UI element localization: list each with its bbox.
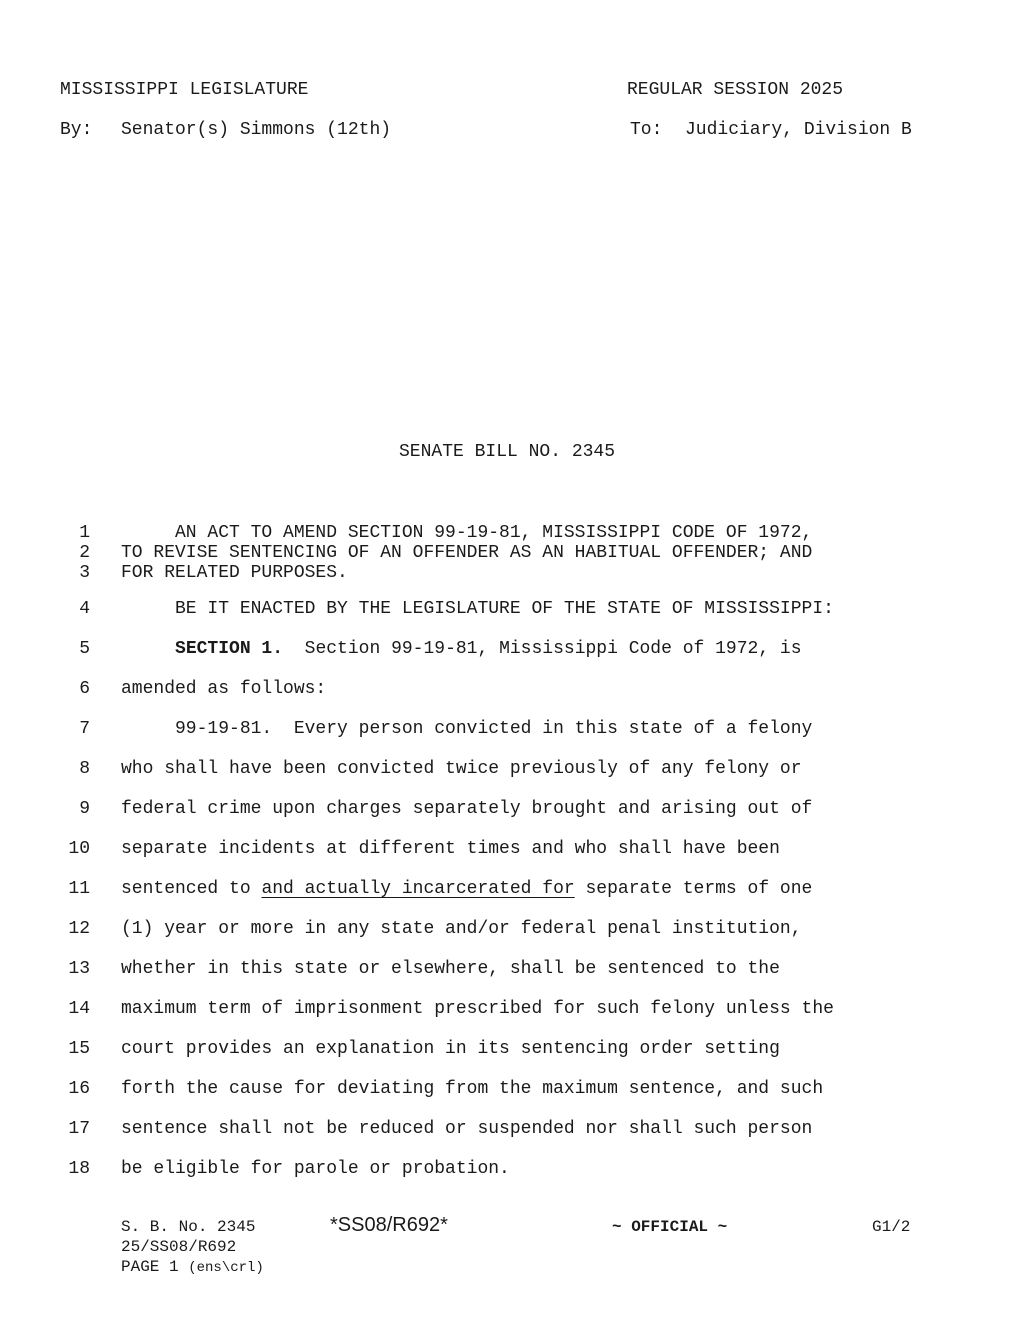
line-number: 2 <box>79 543 90 563</box>
line-text: federal crime upon charges separately brought and arising out of <box>121 799 813 819</box>
line-text: whether in this state or elsewhere, shall be sentenced to the <box>121 959 780 979</box>
session-label: REGULAR SESSION 2025 <box>627 80 844 100</box>
committee: Judiciary, Division B <box>685 120 912 140</box>
doc-code: 25/SS08/R692 <box>121 1238 237 1256</box>
bill-title: SENATE BILL NO. 2345 <box>399 442 616 462</box>
line-text <box>121 879 812 899</box>
line-number: 16 <box>68 1079 90 1099</box>
line-text: amended as follows: <box>121 679 327 699</box>
line-number: 8 <box>79 759 90 779</box>
initials: (ens\crl) <box>188 1260 264 1276</box>
line-number: 9 <box>79 799 90 819</box>
to-label: To: <box>630 120 663 140</box>
line-text: BE IT ENACTED BY THE LEGISLATURE OF THE STATE OF MISSISSIPPI: <box>121 599 834 619</box>
line-number: 3 <box>79 563 90 583</box>
line-text: court provides an explanation in its sentencing order setting <box>121 1039 780 1059</box>
line-text: sentence shall not be reduced or suspended nor shall such person <box>121 1119 813 1139</box>
line-text: 99-19-81. Every person convicted in this state of a felony <box>121 719 813 739</box>
line-number: 17 <box>68 1119 90 1139</box>
footer-bill-ref: S. B. No. 2345 <box>121 1218 256 1236</box>
line-text: be eligible for parole or probation. <box>121 1159 510 1179</box>
line-text: separate incidents at different times and who shall have been <box>121 839 780 859</box>
line-number: 11 <box>68 879 90 899</box>
line-number: 4 <box>79 599 90 619</box>
page-info <box>121 1258 264 1276</box>
section-heading: SECTION 1. <box>175 639 284 659</box>
line-number: 15 <box>68 1039 90 1059</box>
line-text: who shall have been convicted twice previously of any felony or <box>121 759 802 779</box>
legislature-name: MISSISSIPPI LEGISLATURE <box>60 80 309 100</box>
by-label: By: <box>60 120 93 140</box>
line-text-part: separate terms of one <box>574 879 813 899</box>
line-text: TO REVISE SENTENCING OF AN OFFENDER AS AN HABITUAL OFFENDER; AND <box>121 543 813 563</box>
line-number: 13 <box>68 959 90 979</box>
line-number: 5 <box>79 639 90 659</box>
line-number: 14 <box>68 999 90 1019</box>
group-label: G1/2 <box>872 1218 911 1236</box>
line-number: 1 <box>79 523 90 543</box>
line-text: maximum term of imprisonment prescribed for such felony unless the <box>121 999 834 1019</box>
official-label: ~ OFFICIAL ~ <box>612 1218 728 1236</box>
line-text-part: sentenced to <box>121 879 262 899</box>
inserted-text: and actually incarcerated for <box>261 879 575 899</box>
line-text: forth the cause for deviating from the maximum sentence, and such <box>121 1079 824 1099</box>
line-number: 18 <box>68 1159 90 1179</box>
line-text: AN ACT TO AMEND SECTION 99-19-81, MISSISSIPPI CODE OF 1972, <box>121 523 813 543</box>
page-label: PAGE 1 <box>121 1258 179 1276</box>
line-text <box>121 639 802 659</box>
barcode-text: *SS08/R692* <box>330 1214 448 1236</box>
line-number: 6 <box>79 679 90 699</box>
line-text: FOR RELATED PURPOSES. <box>121 563 348 583</box>
line-number: 7 <box>79 719 90 739</box>
sponsor: Senator(s) Simmons (12th) <box>121 120 392 140</box>
line-number: 10 <box>68 839 90 859</box>
line-text: (1) year or more in any state and/or federal penal institution, <box>121 919 802 939</box>
line-number: 12 <box>68 919 90 939</box>
line-text-rest: Section 99-19-81, Mississippi Code of 1972, is <box>283 639 802 659</box>
